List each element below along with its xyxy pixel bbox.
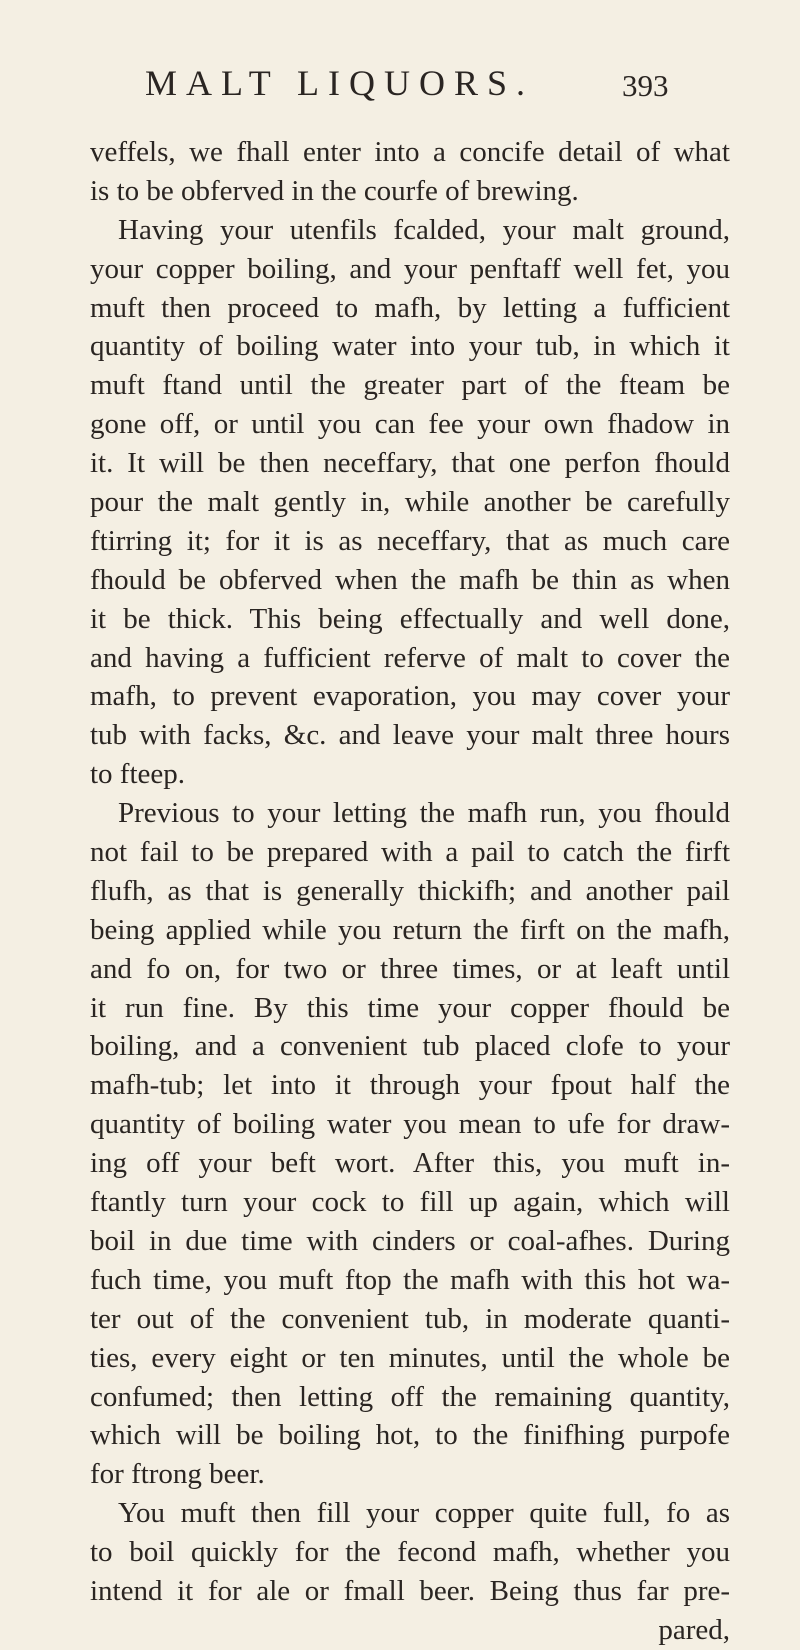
text-line: not fail to be prepared with a pail to catch the firft: [90, 836, 730, 869]
text-line: mafh, to prevent evaporation, you may cover your: [90, 680, 730, 713]
text-line: to fteep.: [90, 758, 186, 791]
text-line: quantity of boiling water into your tub, in which it: [90, 330, 730, 363]
text-line: is to be obferved in the courfe of brewing.: [90, 174, 579, 207]
text-line: it run fine. By this time your copper fhould be: [90, 991, 730, 1024]
text-line: gone off, or until you can fee your own fhadow in: [90, 408, 730, 441]
text-line: ter out of the convenient tub, in moderate quanti-: [90, 1302, 730, 1335]
text-line: muft ftand until the greater part of the fteam be: [90, 369, 730, 402]
text-line: You muft then fill your copper quite full, fo as: [118, 1497, 730, 1530]
text-line: Having your utenfils fcalded, your malt ground,: [118, 213, 730, 246]
text-line: flufh, as that is generally thickifh; and another pail: [90, 874, 730, 907]
text-line: boiling, and a convenient tub placed clofe to your: [90, 1030, 730, 1063]
text-line: for ftrong beer.: [90, 1458, 265, 1491]
text-line: fuch time, you muft ftop the mafh with this hot wa-: [90, 1263, 730, 1296]
text-line: and having a fufficient referve of malt to cover the: [90, 641, 730, 674]
text-line: tub with facks, &c. and leave your malt three hours: [90, 719, 730, 752]
text-line: boil in due time with cinders or coal-afhes. During: [90, 1224, 730, 1257]
text-line: veffels, we fhall enter into a concife detail of what: [90, 136, 730, 168]
text-line: fhould be obferved when the mafh be thin as when: [90, 563, 730, 596]
text-line: ftirring it; for it is as neceffary, that as much care: [90, 524, 730, 557]
text-line: confumed; then letting off the remaining quantity,: [90, 1380, 730, 1413]
text-line: intend it for ale or fmall beer. Being thus far pre-: [90, 1574, 730, 1607]
text-line: ties, every eight or ten minutes, until the whole be: [90, 1341, 730, 1374]
text-line: ing off your beft wort. After this, you muft in-: [90, 1147, 730, 1180]
text-line: and fo on, for two or three times, or at leaft until: [90, 952, 730, 985]
page-number: 393: [622, 68, 669, 103]
text-line: which will be boiling hot, to the finifhing purpofe: [90, 1419, 730, 1452]
text-line: pour the malt gently in, while another be carefully: [90, 486, 730, 519]
running-title: MALT LIQUORS.: [145, 63, 535, 103]
text-line: it be thick. This being effectually and well done,: [90, 602, 730, 635]
page-header: [0, 62, 800, 106]
text-line: to boil quickly for the fecond mafh, whether you: [90, 1536, 730, 1569]
text-line: mafh-tub; let into it through your fpout half the: [90, 1069, 730, 1102]
text-line: ftantly turn your cock to fill up again, which will: [90, 1186, 730, 1219]
catchword: pared,: [658, 1613, 730, 1646]
text-line: Previous to your letting the mafh run, you fhould: [118, 797, 730, 830]
text-line: your copper boiling, and your penftaff well fet, you: [90, 252, 730, 285]
text-line: quantity of boiling water you mean to ufe for draw-: [90, 1108, 730, 1141]
text-line: being applied while you return the firft on the mafh,: [90, 913, 730, 946]
text-line: muft then proceed to mafh, by letting a fufficient: [90, 291, 730, 324]
text-line: it. It will be then neceffary, that one perfon fhould: [90, 447, 730, 480]
body-text: [90, 133, 730, 1650]
